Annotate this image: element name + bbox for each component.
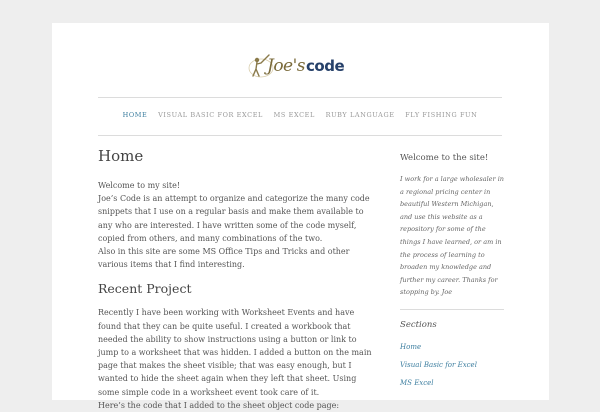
main-content — [98, 147, 378, 412]
sidebar-link-home[interactable]: Home — [400, 342, 422, 351]
nav-divider — [98, 135, 502, 136]
nav-item-visual-basic-for-excel[interactable]: VISUAL BASIC FOR EXCEL — [158, 111, 263, 119]
sidebar — [400, 153, 504, 392]
logo-code-text: code — [306, 57, 345, 75]
nav-item-home[interactable]: HOME — [122, 111, 148, 119]
header-divider — [98, 97, 502, 98]
intro-paragraph: Joe’s Code is an attempt to organize and categorize the many code snippets that I use on a regular basis and make them available to any who are interested. I have written some of the code myself, copied from others, and many combinations of the two. — [98, 194, 370, 243]
sidebar-welcome-title: Welcome to the site! — [400, 153, 489, 163]
main-navigation — [98, 111, 502, 119]
intro-also: Also in this site are some MS Office Tips and Tricks and other various items that I find interesting. — [98, 247, 350, 270]
site-logo[interactable] — [247, 51, 357, 81]
sidebar-link-ms-excel[interactable]: MS Excel — [400, 378, 434, 387]
intro-welcome: Welcome to my site! — [98, 181, 181, 190]
nav-item-ruby-language[interactable]: RUBY LANGUAGE — [325, 111, 395, 119]
section-paragraph-2: Here’s the code that I added to the sheet object code page: — [98, 400, 340, 410]
section-paragraph: Recently I have been working with Worksheet Events and have found that they can be quite useful. I created a workbook that needed the ability to show instructions using a button or link to jump to a worksheet that was hidden. I added a button on the main page that makes the sheet visible; that was easy enough, but I wanted to hide the sheet again when they left that sheet. Using some simple code in a worksheet event took care of it. — [98, 308, 372, 397]
page-title: Home — [98, 147, 144, 165]
sidebar-divider — [400, 309, 504, 310]
sidebar-sections-title: Sections — [400, 319, 437, 330]
nav-item-ms-excel[interactable]: MS EXCEL — [273, 111, 315, 119]
page-container — [52, 23, 549, 410]
nav-item-fly-fishing-fun[interactable]: FLY FISHING FUN — [405, 111, 478, 119]
section-title: Recent Project — [98, 281, 192, 297]
sidebar-welcome-text: I work for a large wholesaler in a regional pricing center in beautiful Western Michigan, and use this website as a repository for some of the things I have learned, or am in the process of learning to broaden my knowledge and further my career. Thanks for stopping by. Joe — [400, 175, 504, 297]
logo-joes-text: Joe's — [267, 56, 306, 76]
sidebar-link-visual-basic-for-excel[interactable]: Visual Basic for Excel — [400, 360, 477, 369]
sidebar-links — [400, 338, 504, 392]
